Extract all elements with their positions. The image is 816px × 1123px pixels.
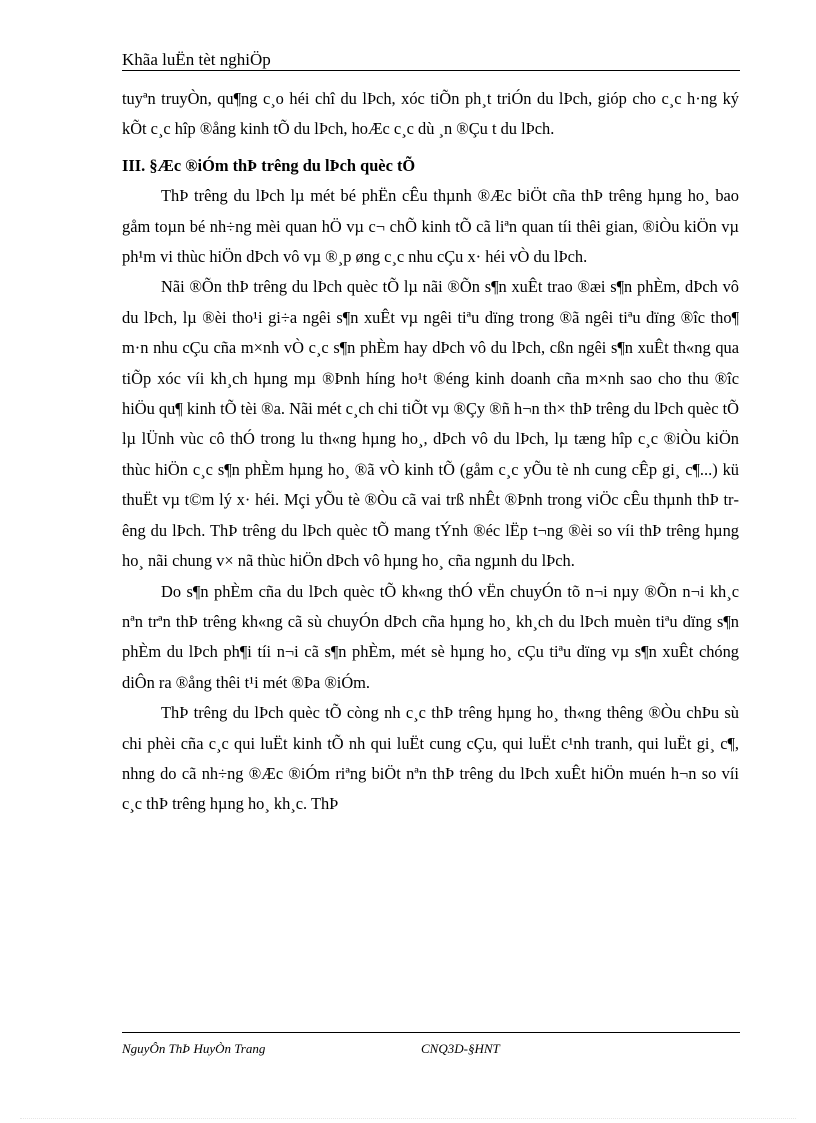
header-divider: [122, 70, 740, 71]
footer-divider: [122, 1032, 740, 1033]
body-paragraph-4: ThÞ trêng du lÞch quèc tÕ còng nh c¸c thÞ trêng hµng ho¸ th«ng thêng ®Òu chÞu sù chi phèi cña c¸c qui luËt kinh tÕ nh qui luËt cung cÇu, qui luËt c¹nh tranh, qui luËt gi¸ c¶, nhng do cã nh÷ng ®Æc ®iÓm riªng biÖt nªn thÞ trêng du lÞch xuÊt hiÖn muén h¬n so víi c¸c thÞ trêng hµng ho¸ kh¸c. ThÞ: [122, 703, 739, 814]
document-body: [122, 84, 739, 820]
body-paragraph-3: Do s¶n phÈm cña du lÞch quèc tÕ kh«ng thÓ vËn chuyÓn tõ n¬i nµy ®Õn n¬i kh¸c nªn trªn thÞ trêng kh«ng cã sù chuyÓn dÞch cña hµng ho¸ kh¸ch du lÞch muèn tiªu dïng s¶n phÈm du lÞch ph¶i tíi n¬i cã s¶n phÈm, mét sè hµng ho¸ cÇu tiªu dïng vµ s¶n xuÊt chóng diÔn ra ®ång thêi t¹i mét ®Þa ®iÓm.: [122, 581, 739, 692]
page-edge-line: [20, 1118, 796, 1119]
intro-paragraph: tuyªn truyÒn, qu¶ng c¸o héi chî du lÞch, xóc tiÕn ph¸t triÓn du lÞch, gióp cho c¸c h·ng ký kÕt c¸c hîp ®ång kinh tÕ du lÞch, hoÆc c¸c dù ¸n ®Çu t du lÞch.: [122, 89, 739, 139]
body-paragraph-1: ThÞ trêng du lÞch lµ mét bé phËn cÊu thµnh ®Æc biÖt cña thÞ trêng hµng ho¸ bao gåm toµn bé nh÷ng mèi quan hÖ vµ c¬ chÕ kinh tÕ cã liªn quan tíi thêi gian, ®iÒu kiÖn vµ ph¹m vi thùc hiÖn dÞch vô vµ ®¸p øng c¸c nhu cÇu x· héi vÒ du lÞch.: [122, 186, 739, 267]
page-header-title: Khãa luËn tèt nghiÖp: [122, 50, 271, 69]
body-paragraph-2: Nãi ®Õn thÞ trêng du lÞch quèc tÕ lµ nãi ®Õn s¶n xuÊt trao ®æi s¶n phÈm, dÞch vô du lÞch, lµ ®èi tho¹i gi÷a ngêi s¶n xuÊt vµ ngêi tiªu dïng trong ®ã ngêi tiªu dïng ®îc tho¶ m·n nhu cÇu cña m×nh vÒ c¸c s¶n phÈm hay dÞch vô du lÞch, cßn ngêi s¶n xuÊt th«ng qua tiÕp xóc víi kh¸ch hµng mµ ®Þnh híng ho¹t ®éng kinh doanh cña m×nh sao cho thu ®îc hiÖu qu¶ kinh tÕ tèi ®a. Nãi mét c¸ch chi tiÕt vµ ®Çy ®ñ h¬n th× thÞ trêng du lÞch quèc tÕ lµ lÜnh vùc cô thÓ trong lu th«ng hµng ho¸, dÞch vô du lÞch, lµ tæng hîp c¸c ®iÒu kiÖn thùc hiÖn c¸c s¶n phÈm hµng ho¸ ®ã vÒ kinh tÕ (gåm c¸c yÕu tè nh cung cÊp gi¸ c¶...) kü thuËt vµ t©m lý x· héi. Mçi yÕu tè ®Òu cã vai trß nhÊt ®Þnh trong viÖc cÊu thµnh thÞ trêng du lÞch. ThÞ trêng du lÞch quèc tÕ mang tÝnh ®éc lËp t¬ng ®èi so víi thÞ trêng hµng ho¸ nãi chung v× nã thùc hiÖn dÞch vô hµng ho¸ cña ngµnh du lÞch.: [122, 277, 739, 571]
section-heading: III. §Æc ®iÓm thÞ trêng du lÞch quèc tÕ: [122, 155, 416, 175]
footer-class-code: CNQ3D-§HNT: [421, 1041, 500, 1056]
footer-author: NguyÔn ThÞ HuyÒn Trang: [122, 1041, 266, 1056]
